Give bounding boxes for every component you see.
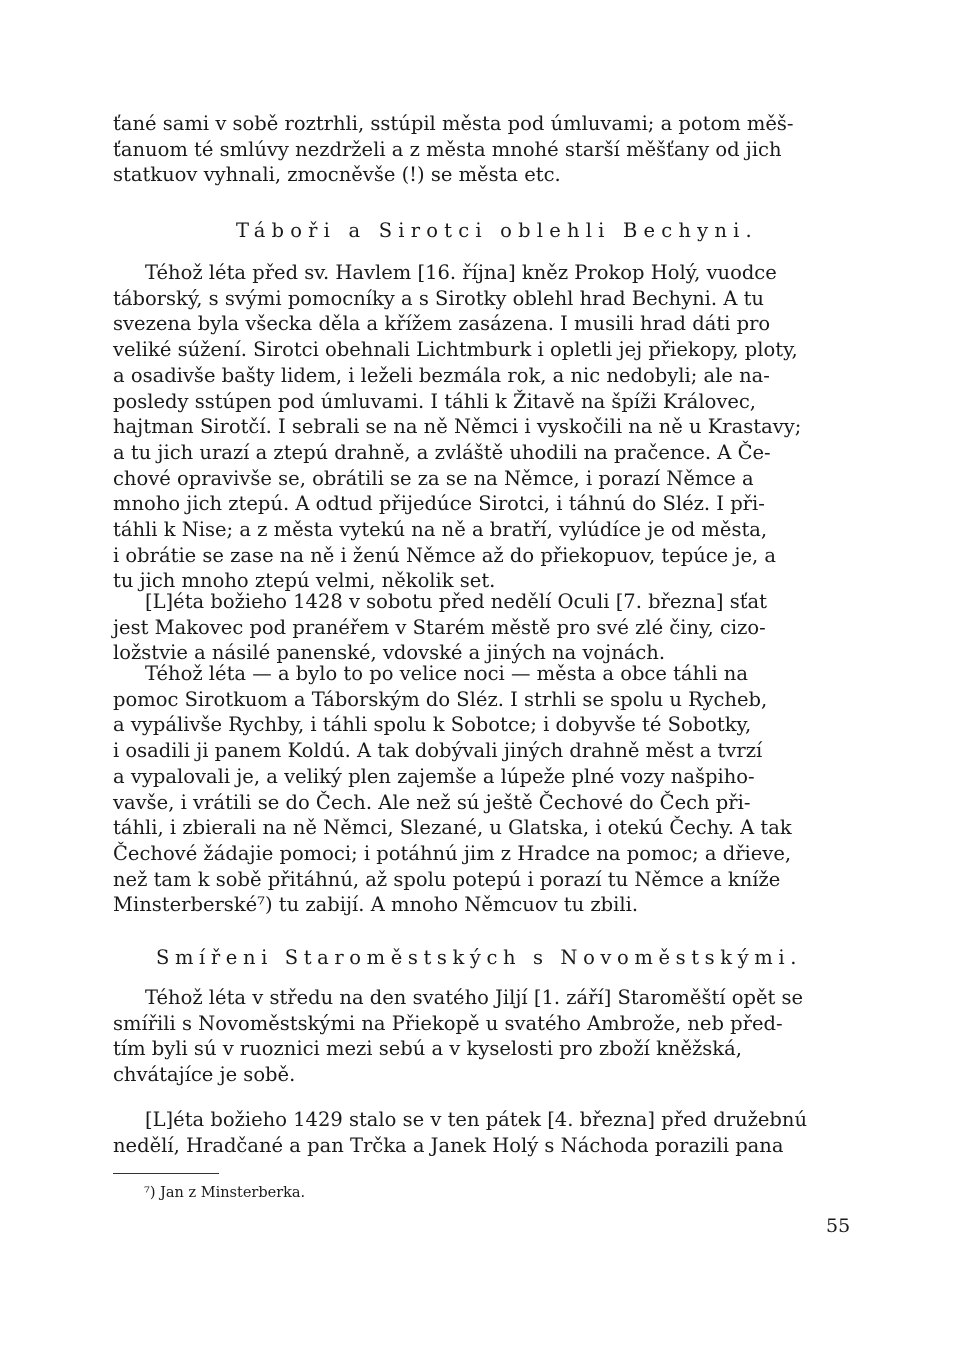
section-1-paragraph-3: Téhož léta — a bylo to po velice noci — města a obce táhli na pomoc Sirotkuom a Táborským do Sléz. I strhli se spolu u Rycheb, a vypálivše Rychby, i táhli spolu k Sobotce; i dobyvše té Sobotky, i osadili ji panem Koldú. A tak dobývali jiných drahně měst a tvrzí a vypalovali je, a veliký plen zajemše a lúpeže plné vozy našpiho- vavše, i vrátili se do Čech. Ale než sú ještě Čechové do Čech při- táhli, i zbierali na ně Němci, Slezané, u Glatska, i otekú Čechy. A tak Čechové žádajie pomoci; i potáhnú jim z Hradce na pomoc; a dřieve, než tam k sobě přitáhnú, až spolu potepú i porazí tu Němce a kníže Minsterberské⁷) tu zabijí. A mnoho Němcuov tu zbili. bbox=[113, 662, 792, 917]
section-2-paragraph-2: [L]éta božieho 1429 stalo se v ten pátek [4. března] před družebnú nedělí, Hradčané a pan Trčka a Janek Holý s Náchoda porazili pana bbox=[113, 1108, 808, 1157]
intro-paragraph: ťané sami v sobě roztrhli, sstúpil města pod úmluvami; a potom měš- ťanuom té smlúvy nezdrželi a z města mnohé starší měšťany od jich statkuov vyhnali, zmocněvše (!) se města etc. bbox=[113, 112, 794, 187]
section-1-paragraph-2: [L]éta božieho 1428 v sobotu před nedělí Oculi [7. března] sťat jest Makovec pod pranéřem v Starém městě pro své zlé činy, cizo- ložstvie a násilé panenské, vdovské a jiných na vojnách. bbox=[113, 590, 768, 665]
footnote-7: ⁷) Jan z Minsterberka. bbox=[144, 1185, 306, 1201]
section-heading-smireni: Smířeni Staroměstských s Novoměstskými. bbox=[156, 946, 803, 969]
section-heading-tabori: Táboři a Sirotci oblehli Bechyni. bbox=[236, 219, 758, 242]
section-1-paragraph-1: Téhož léta před sv. Havlem [16. října] kněz Prokop Holý, vuodce táborský, s svými pomocníky a s Sirotky oblehl hrad Bechyni. A tu svezena byla všecka děla a křížem zasázena. I musili hrad dáti pro veliké súžení. Sirotci obehnali Lichtmburk i opletli jej přiekopy, ploty, a osadivše bašty lidem, i leželi bezmála rok, a nic nedobyli; ale na- posledy sstúpen pod úmluvami. I táhli k Žitavě na špíži Královec, hajtman Sirotčí. I sebrali se na ně Němci i vyskočili na ně u Krastavy; a tu jich urazí a ztepú drahně, a zvláště uhodili na pračence. A Če- chové opravivše se, obrátili se za se na Němce, i porazí Němce a mnoho jich ztepú. A odtud přijedúce Sirotci, i táhnú do Sléz. I při- táhli k Nise; a z města vytekú na ně a bratří, vylúdíce je od města, i obrátie se zase na ně i ženú Němce až do přiekopuov, tepúce je, a tu jich mnoho ztepú velmi, několik set. bbox=[113, 261, 802, 593]
page-number: 55 bbox=[826, 1215, 851, 1237]
section-2-paragraph-1: Téhož léta v středu na den svatého Jiljí [1. září] Staroměští opět se smířili s Novoměstskými na Přiekopě u svatého Ambrože, neb před- tím byli sú v ruoznici mezi sebú a v kyselosti pro zboží kněžská, chvátajíce je sobě. bbox=[113, 986, 804, 1087]
footnote-divider bbox=[113, 1173, 219, 1174]
